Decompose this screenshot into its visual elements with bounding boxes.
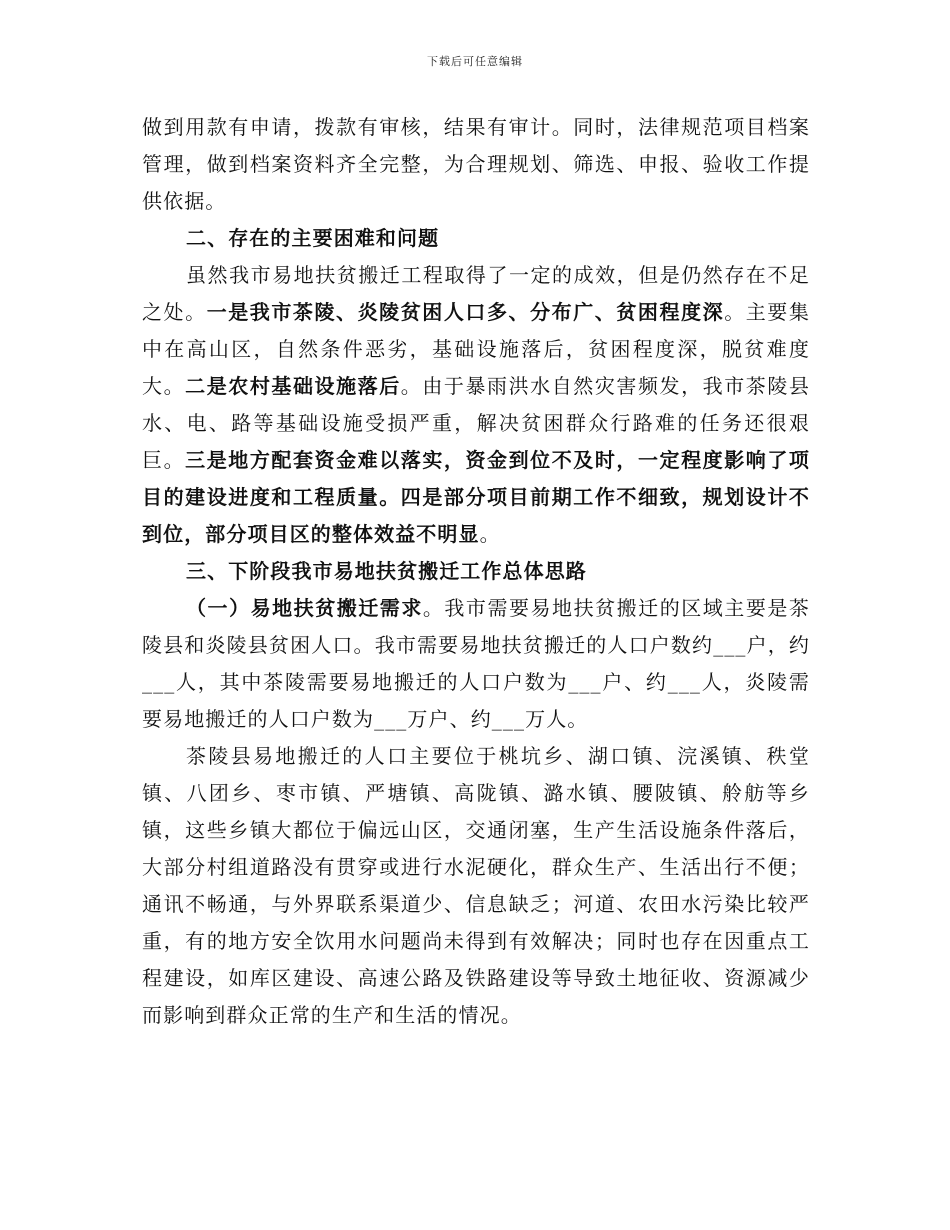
relocation-demand-title: （一）易地扶贫搬迁需求 [186,596,423,620]
section-heading-difficulties: 二、存在的主要困难和问题 [186,226,440,250]
relocation-demand-detail: 。我市需要易地扶贫搬迁的区域主要是茶陵县和炎陵县贫困人口。我市需要易地扶贫搬迁的人口户数约___户，约___人，其中茶陵需要易地搬迁的人口户数为___户、约___人，炎陵需要易地搬迁的人口户数为___万户、约___万人。 [142,596,810,731]
difficulty-two-detail: 。由于暴雨洪水自然灾害频发，我市茶陵县水、电、路等基础设施受损严重，解决贫困群众行路难的任务还很艰巨。 [142,374,811,472]
paragraph-chaling-conditions: 茶陵县易地搬迁的人口主要位于桃坑乡、湖口镇、浣溪镇、秩堂镇、八团乡、枣市镇、严塘镇、高陇镇、潞水镇、腰陂镇、舲舫等乡镇，这些乡镇大都位于偏远山区，交通闭塞，生产生活设施条件落后，大部分村组道路没有贯穿或进行水泥硬化，群众生产、生活出行不便；通讯不畅通，与外界联系渠道少、信息缺乏；河道、农田水污染比较严重，有的地方安全饮用水问题尚未得到有效解决；同时也存在因重点工程建设，如库区建设、高速公路及铁路建设等导致土地征收、资源减少而影响到群众正常的生产和生活的情况。 [142,744,810,1027]
section-heading-next-stage: 三、下阶段我市易地扶贫搬迁工作总体思路 [186,559,587,583]
difficulties-intro: 虽然我市易地扶贫搬迁工程取得了一定的成效，但是仍然存在不足之处。 [142,263,810,324]
paragraph-funding-audit: 做到用款有申请，拨款有审核，结果有审计。同时，法律规范项目档案管理，做到档案资料齐全完整，为合理规划、筛选、申报、验收工作提供依据。 [142,115,810,213]
difficulty-two-bold: 二是农村基础设施落后 [185,374,401,398]
difficulties-end: 。 [479,522,501,546]
difficulty-one-bold: 一是我市茶陵、炎陵贫困人口多、分布广、贫困程度深 [206,300,725,324]
paragraph-relocation-demand [142,590,810,738]
page-header-note: 下载后可任意编辑 [427,55,523,68]
document-body [142,109,810,1034]
difficulty-three-four-bold: 三是地方配套资金难以落实，资金到位不及时，一定程度影响了项目的建设进度和工程质量。四是部分项目前期工作不细致，规划设计不到位，部分项目区的整体效益不明显 [142,448,811,546]
paragraph-difficulties [142,257,810,553]
difficulty-one-detail: 。主要集中在高山区，自然条件恶劣，基础设施落后，贫困程度深，脱贫难度大。 [142,300,810,398]
